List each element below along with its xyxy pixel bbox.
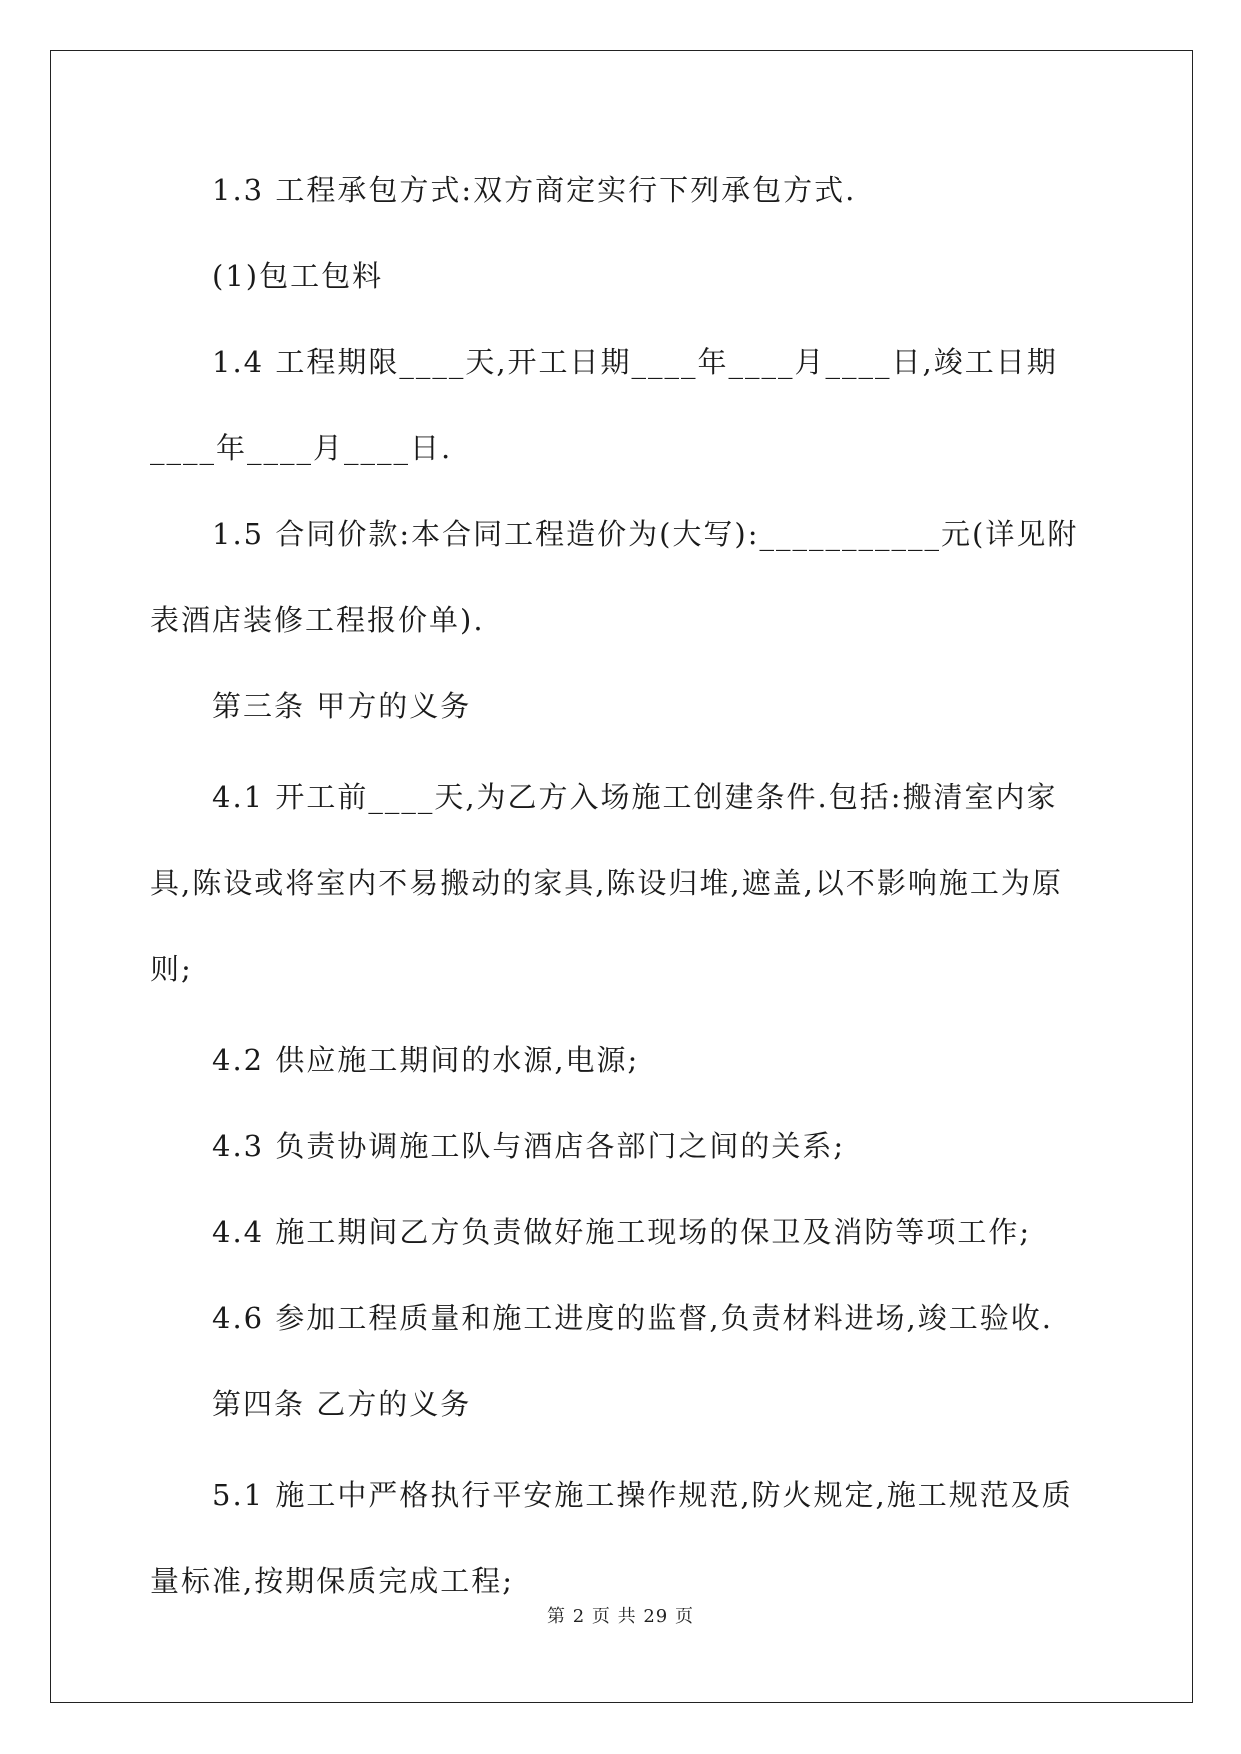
- paragraph-line: 则;: [150, 952, 193, 986]
- section-heading: 第三条 甲方的义务: [212, 689, 472, 723]
- paragraph-line: 1.5 合同价款:本合同工程造价为(大写):___________元(详见附: [212, 517, 1079, 551]
- paragraph-line: 5.1 施工中严格执行平安施工操作规范,防火规定,施工规范及质: [212, 1478, 1073, 1512]
- paragraph-line: 4.1 开工前____天,为乙方入场施工创建条件.包括:搬清室内家: [212, 780, 1058, 814]
- paragraph-line: 量标准,按期保质完成工程;: [150, 1564, 514, 1598]
- document-body: [150, 170, 1095, 1601]
- page-number: 第 2 页 共 29 页: [547, 1606, 694, 1627]
- paragraph-line: 具,陈设或将室内不易搬动的家具,陈设归堆,遮盖,以不影响施工为原: [150, 866, 1063, 900]
- paragraph-line: 4.4 施工期间乙方负责做好施工现场的保卫及消防等项工作;: [212, 1215, 1032, 1249]
- paragraph-line: ____年____月____日.: [150, 431, 453, 465]
- paragraph-line: 表酒店装修工程报价单).: [150, 603, 485, 637]
- paragraph-line: 1.4 工程期限____天,开工日期____年____月____日,竣工日期: [212, 345, 1058, 379]
- paragraph-line: 1.3 工程承包方式:双方商定实行下列承包方式.: [212, 173, 857, 207]
- paragraph-line: (1)包工包料: [212, 259, 384, 293]
- paragraph-line: 4.6 参加工程质量和施工进度的监督,负责材料进场,竣工验收.: [212, 1301, 1053, 1335]
- paragraph-line: 4.2 供应施工期间的水源,电源;: [212, 1043, 640, 1077]
- section-heading: 第四条 乙方的义务: [212, 1387, 472, 1421]
- paragraph-line: 4.3 负责协调施工队与酒店各部门之间的关系;: [212, 1129, 846, 1163]
